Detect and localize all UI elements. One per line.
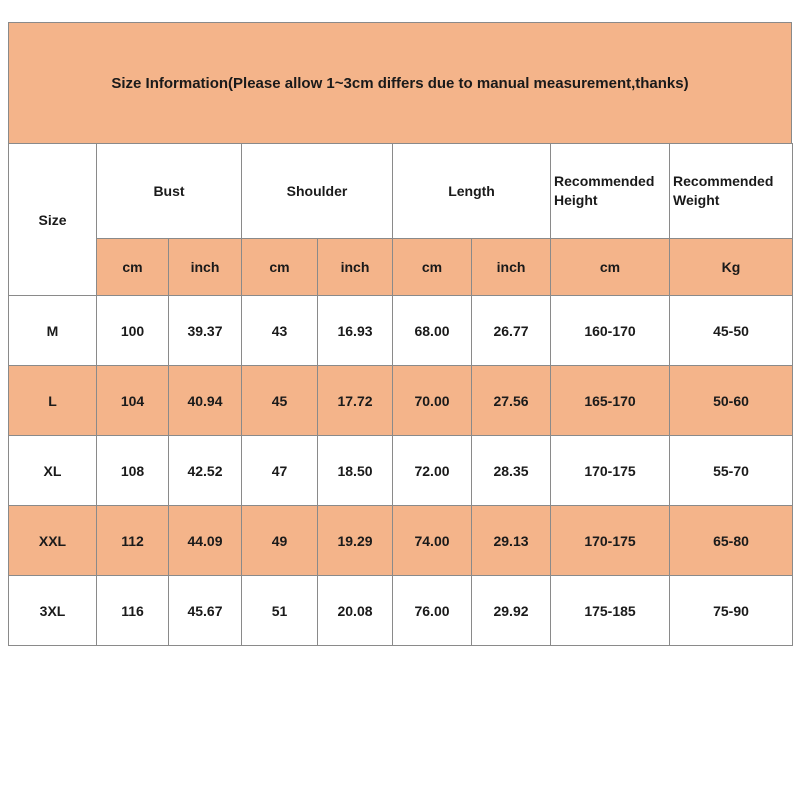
cell-bust-inch: 45.67 (169, 576, 242, 646)
unit-height-cm: cm (551, 239, 670, 296)
cell-shoulder-cm: 43 (242, 296, 318, 366)
cell-length-cm: 74.00 (393, 506, 472, 576)
cell-shoulder-inch: 18.50 (318, 436, 393, 506)
cell-size: XXL (9, 506, 97, 576)
cell-shoulder-inch: 19.29 (318, 506, 393, 576)
table-row (9, 506, 793, 576)
header-shoulder: Shoulder (242, 144, 393, 239)
cell-length-inch: 27.56 (472, 366, 551, 436)
cell-bust-cm: 104 (97, 366, 169, 436)
unit-length-inch: inch (472, 239, 551, 296)
table-row (9, 436, 793, 506)
unit-length-cm: cm (393, 239, 472, 296)
cell-bust-inch: 44.09 (169, 506, 242, 576)
size-chart (8, 22, 792, 646)
cell-weight: 45-50 (670, 296, 793, 366)
header-rec-weight-line2: Weight (673, 192, 720, 208)
cell-height: 165-170 (551, 366, 670, 436)
cell-shoulder-cm: 47 (242, 436, 318, 506)
cell-length-inch: 29.13 (472, 506, 551, 576)
cell-weight: 50-60 (670, 366, 793, 436)
cell-length-cm: 76.00 (393, 576, 472, 646)
unit-shoulder-cm: cm (242, 239, 318, 296)
table-row (9, 296, 793, 366)
header-recommended-height (551, 144, 670, 239)
cell-length-cm: 72.00 (393, 436, 472, 506)
size-table (8, 143, 793, 646)
cell-shoulder-cm: 45 (242, 366, 318, 436)
cell-bust-inch: 39.37 (169, 296, 242, 366)
unit-bust-cm: cm (97, 239, 169, 296)
header-bust: Bust (97, 144, 242, 239)
title-text: Size Information(Please allow 1~3cm differs due to manual measurement,thanks) (111, 74, 689, 92)
header-rec-height-line1: Recommended (554, 173, 655, 189)
cell-height: 175-185 (551, 576, 670, 646)
cell-shoulder-inch: 16.93 (318, 296, 393, 366)
cell-size: M (9, 296, 97, 366)
cell-shoulder-cm: 49 (242, 506, 318, 576)
cell-size: L (9, 366, 97, 436)
cell-shoulder-cm: 51 (242, 576, 318, 646)
size-info-title (8, 22, 792, 143)
header-recommended-weight (670, 144, 793, 239)
cell-weight: 65-80 (670, 506, 793, 576)
cell-weight: 55-70 (670, 436, 793, 506)
cell-length-inch: 28.35 (472, 436, 551, 506)
cell-length-cm: 70.00 (393, 366, 472, 436)
table-row (9, 366, 793, 436)
cell-bust-cm: 116 (97, 576, 169, 646)
cell-bust-inch: 40.94 (169, 366, 242, 436)
cell-weight: 75-90 (670, 576, 793, 646)
header-size: Size (9, 144, 97, 296)
cell-bust-cm: 100 (97, 296, 169, 366)
unit-weight-kg: Kg (670, 239, 793, 296)
cell-shoulder-inch: 20.08 (318, 576, 393, 646)
cell-bust-cm: 112 (97, 506, 169, 576)
cell-size: 3XL (9, 576, 97, 646)
cell-height: 170-175 (551, 506, 670, 576)
cell-length-cm: 68.00 (393, 296, 472, 366)
unit-bust-inch: inch (169, 239, 242, 296)
cell-height: 160-170 (551, 296, 670, 366)
cell-length-inch: 26.77 (472, 296, 551, 366)
cell-size: XL (9, 436, 97, 506)
unit-row (9, 239, 793, 296)
header-row (9, 144, 793, 239)
header-length: Length (393, 144, 551, 239)
cell-shoulder-inch: 17.72 (318, 366, 393, 436)
cell-length-inch: 29.92 (472, 576, 551, 646)
cell-bust-inch: 42.52 (169, 436, 242, 506)
cell-height: 170-175 (551, 436, 670, 506)
header-rec-height-line2: Height (554, 192, 598, 208)
cell-bust-cm: 108 (97, 436, 169, 506)
table-row (9, 576, 793, 646)
header-rec-weight-line1: Recommended (673, 173, 774, 189)
unit-shoulder-inch: inch (318, 239, 393, 296)
